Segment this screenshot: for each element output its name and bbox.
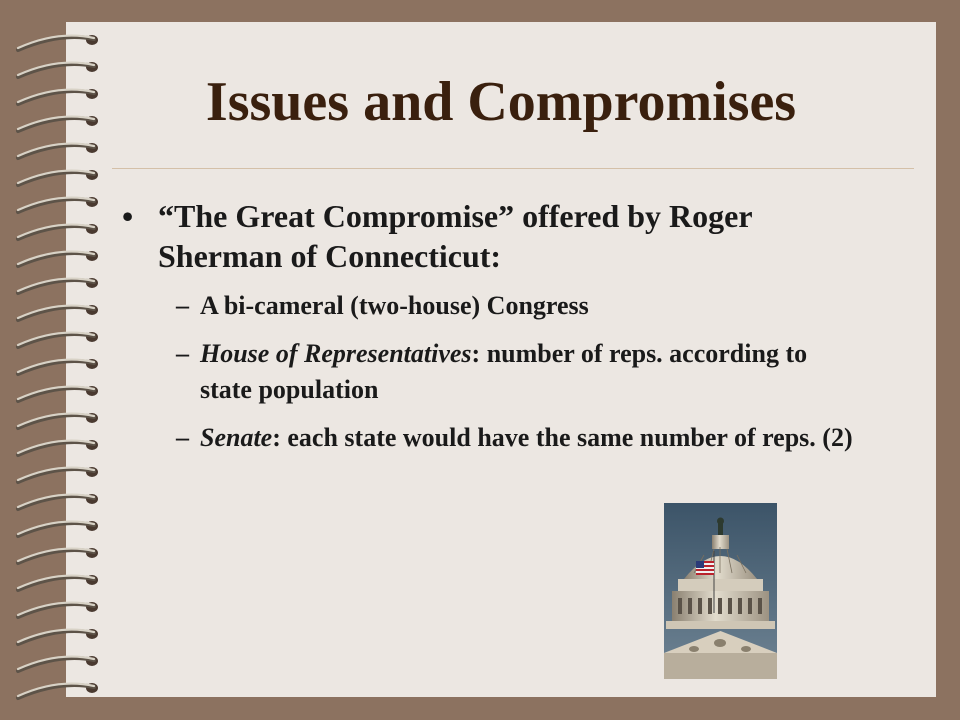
capitol-dome-icon bbox=[664, 503, 777, 679]
binding-coil bbox=[18, 332, 98, 347]
binding-coil bbox=[18, 575, 98, 590]
binding-coil bbox=[18, 494, 98, 509]
sub-bullet-text: : number of reps. according to state population bbox=[200, 339, 808, 404]
dash-icon: – bbox=[176, 339, 189, 368]
main-bullet bbox=[118, 196, 858, 276]
binding-coil bbox=[18, 467, 98, 482]
dash-icon: – bbox=[176, 291, 189, 320]
binding-coil bbox=[18, 278, 98, 293]
sub-bullet-lead: Senate bbox=[200, 423, 273, 452]
title-divider bbox=[112, 168, 914, 169]
binding-coil bbox=[18, 548, 98, 563]
binding-coil bbox=[18, 359, 98, 374]
binding-coil bbox=[18, 224, 98, 239]
slide-body bbox=[118, 196, 858, 468]
binding-coil bbox=[18, 683, 98, 698]
sub-bullet-list bbox=[118, 288, 858, 456]
binding-coil bbox=[18, 521, 98, 536]
bullet-dot-icon: • bbox=[122, 198, 134, 234]
sub-bullet-congress bbox=[118, 288, 858, 324]
binding-coil bbox=[18, 386, 98, 401]
dash-icon: – bbox=[176, 423, 189, 452]
sub-bullet-text: : each state would have the same number of reps. (2) bbox=[272, 423, 853, 452]
sub-bullet-lead: House of Representatives bbox=[200, 339, 472, 368]
binding-coil bbox=[18, 413, 98, 428]
binding-coil bbox=[18, 305, 98, 320]
binding-coil bbox=[18, 656, 98, 671]
main-bullet-text: “The Great Compromise” offered by Roger Sherman of Connecticut: bbox=[158, 198, 752, 274]
sub-bullet-senate bbox=[118, 420, 858, 456]
binding-coil bbox=[18, 170, 98, 185]
sub-bullet-text: A bi-cameral (two-house) Congress bbox=[200, 291, 589, 320]
binding-coil bbox=[18, 143, 98, 158]
binding-coil bbox=[18, 602, 98, 617]
sub-bullet-house bbox=[118, 336, 858, 408]
binding-coil bbox=[18, 629, 98, 644]
capitol-dome-photo bbox=[664, 503, 777, 679]
binding-coil bbox=[18, 440, 98, 455]
binding-coil bbox=[18, 251, 98, 266]
binding-coil bbox=[18, 197, 98, 212]
slide-title: Issues and Compromises bbox=[205, 71, 797, 133]
binding-coil bbox=[18, 35, 98, 50]
